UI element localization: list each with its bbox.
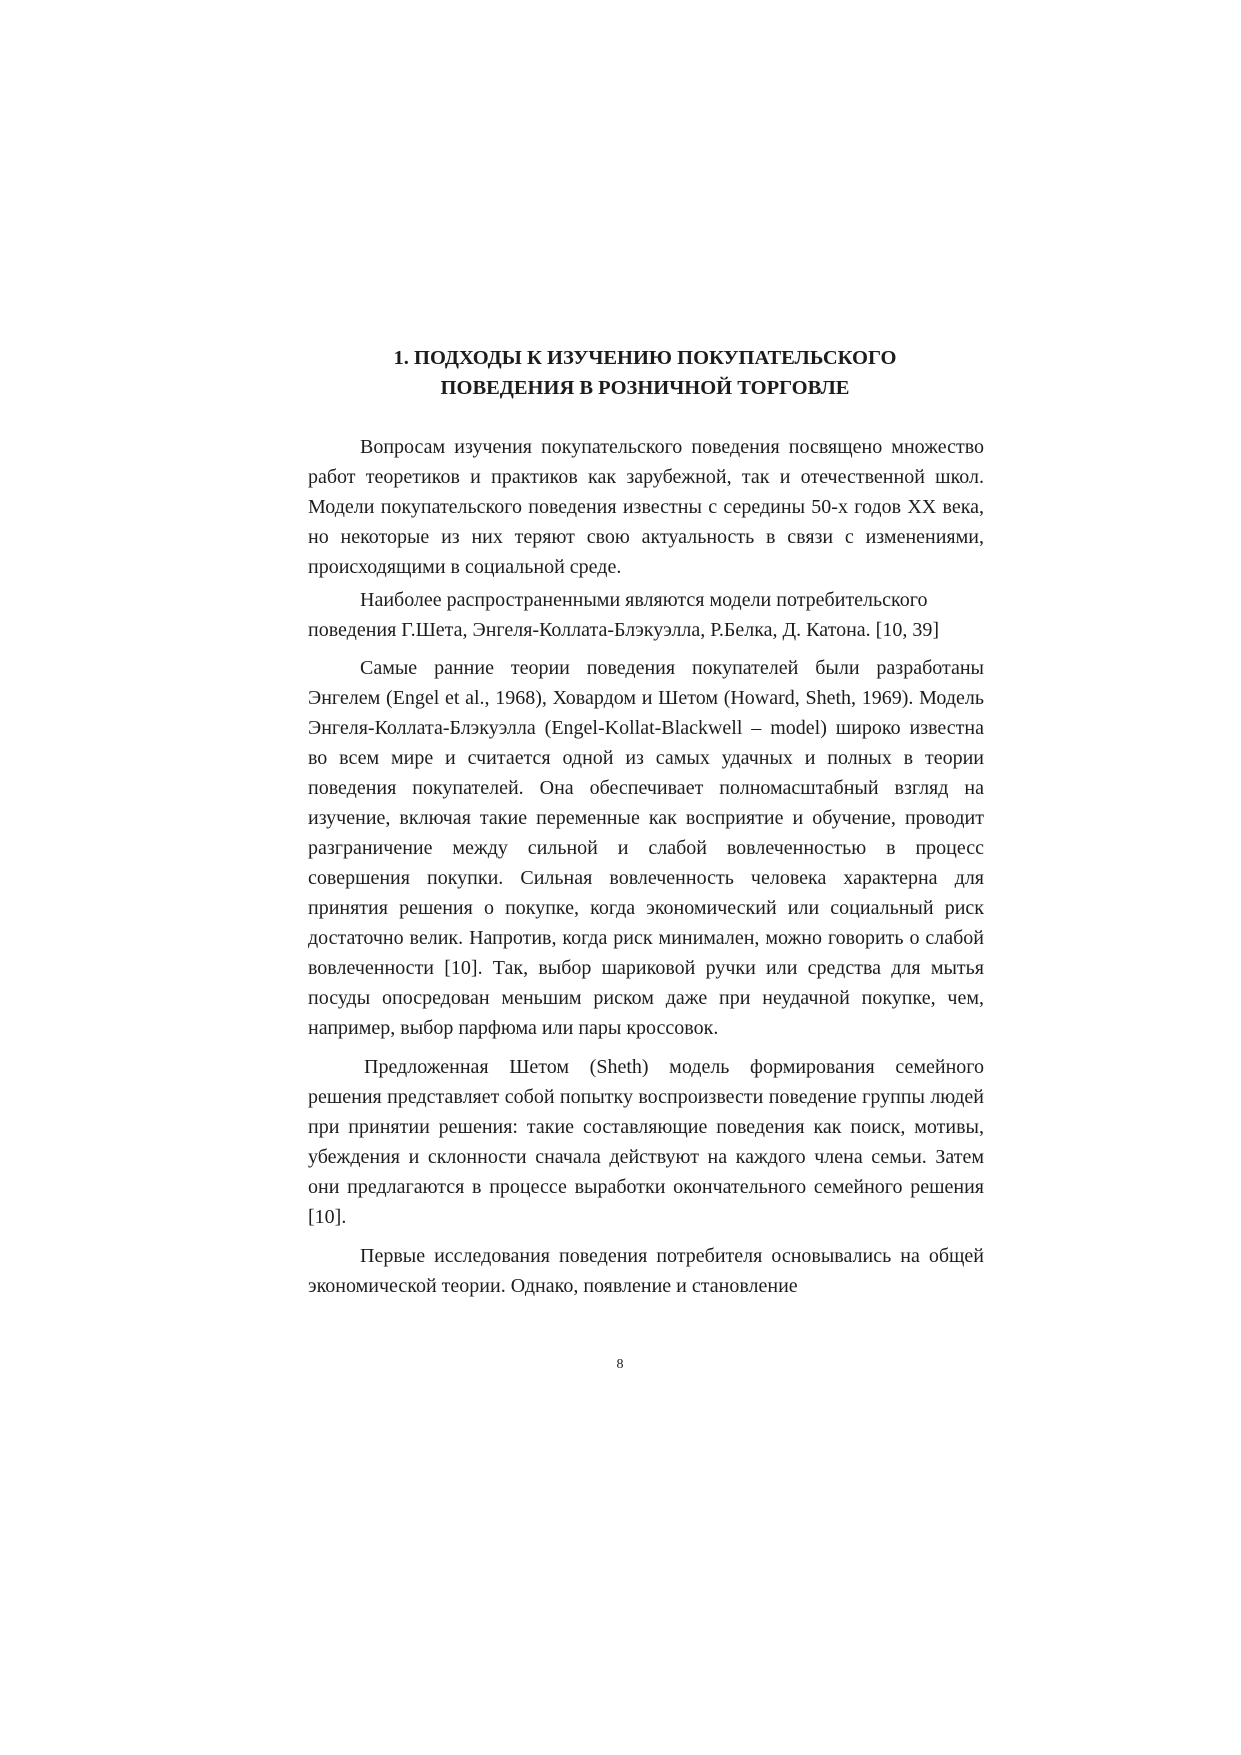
paragraph-common-models: Наиболее распространенными являются модели потребительского поведения Г.Шета, Энгеля-Коллата-Блэкуэлла, Р.Белка, Д. Катона. [10, 39] — [308, 589, 939, 641]
chapter-heading-line-2: ПОВЕДЕНИЯ В РОЗНИЧНОЙ ТОРГОВЛЕ — [440, 377, 850, 399]
paragraph-intro: Вопросам изучения покупательского поведения посвящено множество работ теоретиков и практиков как зарубежной, так и отечественной школ. Модели покупательского поведения известны с середины 50-х годов XX века, но некоторые из них теряют свою актуальность в связи с изменениями, происходящими в социальной среде. — [308, 436, 984, 578]
chapter-heading-line-1: 1. ПОДХОДЫ К ИЗУЧЕНИЮ ПОКУПАТЕЛЬСКОГО — [393, 347, 897, 369]
paragraph-first-studies: Первые исследования поведения потребителя основывались на общей экономической теории. Однако, появление и становление — [308, 1245, 984, 1297]
paragraph-early-theories: Самые ранние теории поведения покупателей были разработаны Энгелем (Engel et al., 1968), Ховардом и Шетом (Howard, Sheth, 1969). Модель Энгеля-Коллата-Блэкуэлла (Engel-Kollat-Blackwell – model) широко известна во всем мире и считается одной из самых удачных и полных в теории поведения покупателей. Она обеспечивает полномасштабный взгляд на изучение, включая такие переменные как восприятие и обучение, проводит разграничение между сильной и слабой вовлеченностью в процесс совершения покупки. Сильная вовлеченность человека характерна для принятия решения о покупке, когда экономический или социальный риск достаточно велик. Напротив, когда риск минимален, можно говорить о слабой вовлеченности [10]. Так, выбор шариковой ручки или средства для мытья посуды опосредован меньшим риском даже при неудачной покупке, чем, например, выбор парфюма или пары кроссовок. — [308, 657, 984, 1039]
page-number: 8 — [616, 1357, 624, 1372]
chapter-heading — [300, 343, 990, 403]
body-text — [308, 432, 984, 1301]
paragraph-sheth-model: Предложенная Шетом (Sheth) модель формирования семейного решения представляет собой попытку воспроизвести поведение группы людей при принятии решения: такие составляющие поведения как поиск, мотивы, убеждения и склонности сначала действуют на каждого члена семьи. Затем они предлагаются в процессе выработки окончательного семейного решения [10]. — [308, 1056, 984, 1228]
